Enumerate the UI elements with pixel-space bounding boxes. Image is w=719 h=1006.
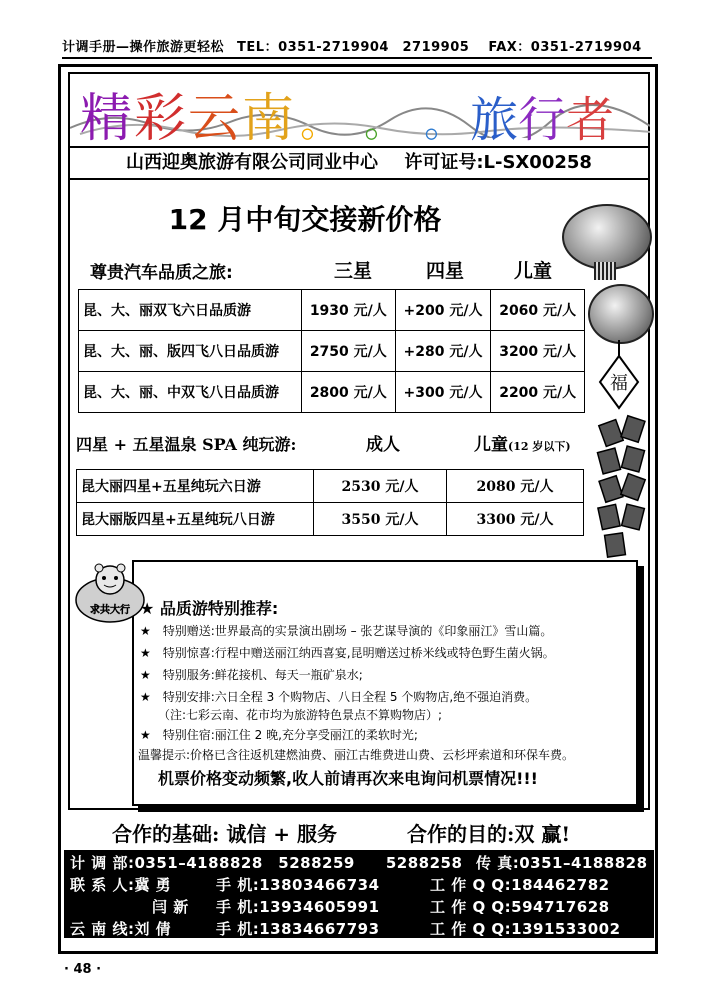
header-tel: TEL：0351-2719904 2719905: [237, 40, 470, 55]
table-row: [79, 372, 585, 413]
lantern-tassel-icon: [594, 262, 616, 280]
contact-line-1: 计 调 部:0351–4188828 5288259 5288258: [70, 854, 463, 872]
col-three-star: 三星: [334, 260, 373, 282]
tour-name: 昆、大、丽双飞六日品质游: [79, 290, 302, 331]
price-cell: 2060 元/人: [491, 290, 585, 331]
recommend-item: ★ 特别赠送:世界最高的实景演出剧场 – 张艺谋导演的《印象丽江》雪山篇。: [140, 624, 553, 638]
motto-right: 合作的目的:双 赢!: [406, 822, 571, 846]
price-table-1: [78, 289, 585, 413]
price-table-2: [76, 469, 584, 536]
table-row: [77, 503, 584, 536]
contact-line-3: 闫 新: [152, 898, 189, 916]
recommend-item: ★ 特别服务:鲜花接机、每天一瓶矿泉水;: [140, 668, 363, 682]
recommend-tip: 温馨提示:价格已含往返机建燃油费、丽江古维费进山费、云杉坪索道和环保车费。: [138, 748, 575, 762]
price-cell: +300 元/人: [395, 372, 491, 413]
recommend-title: ★ 品质游特别推荐:: [140, 599, 279, 618]
price-cell: 3550 元/人: [314, 503, 447, 536]
brand-dots: 。 。 。: [300, 100, 465, 146]
tour-name: 昆大丽版四星+五星纯玩八日游: [77, 503, 314, 536]
price-cell: +280 元/人: [395, 331, 491, 372]
price-cell: 2800 元/人: [302, 372, 396, 413]
contact-block: [64, 850, 654, 938]
lantern-icon: [588, 284, 654, 344]
contact-mobile: 手 机:13834667793: [216, 920, 380, 938]
tour-name: 昆、大、丽、中双飞八日品质游: [79, 372, 302, 413]
table-row: [79, 290, 585, 331]
contact-line-4: 云 南 线:刘 倩: [70, 920, 172, 938]
brand-traveler: 旅行者: [470, 92, 615, 148]
price-cell: 2200 元/人: [491, 372, 585, 413]
price-cell: 3200 元/人: [491, 331, 585, 372]
table-row: [77, 470, 584, 503]
contact-qq: 工 作 Q Q:1391533002: [430, 920, 621, 938]
svg-text:福: 福: [610, 373, 628, 394]
company-line: [68, 146, 650, 180]
price-cell: +200 元/人: [395, 290, 491, 331]
logo-text: 求共大行: [90, 605, 130, 616]
contact-qq: 工 作 Q Q:184462782: [430, 876, 610, 894]
recommend-note: （注:七彩云南、花市均为旅游特色景点不算购物店）;: [158, 708, 443, 722]
company-name: 山西迎奥旅游有限公司同业中心: [126, 152, 379, 173]
top-header: [62, 36, 652, 59]
brand-name: 精彩云南: [80, 89, 297, 149]
tour-name: 昆、大、丽、版四飞八日品质游: [79, 331, 302, 372]
price-cell: 3300 元/人: [447, 503, 584, 536]
recommend-item: ★ 特别住宿:丽江住 2 晚,充分享受丽江的柔软时光;: [140, 728, 418, 742]
header-slogan: 计调手册—操作旅游更轻松: [62, 40, 225, 55]
section2-title: 四星 + 五星温泉 SPA 纯玩游:: [76, 435, 297, 454]
page-number: · 48 ·: [64, 962, 102, 977]
col-adult: 成人: [366, 435, 400, 455]
price-cell: 2530 元/人: [314, 470, 447, 503]
price-cell: 1930 元/人: [302, 290, 396, 331]
firecracker-icon: [594, 414, 650, 564]
headline: 12 月中旬交接新价格: [168, 203, 442, 236]
license-number: 许可证号:L-SX00258: [404, 152, 592, 173]
ticket-notice: 机票价格变动频繁,收人前请再次来电询问机票情况!!!: [158, 769, 538, 788]
fu-charm-icon: [598, 354, 640, 410]
contact-mobile: 手 机:13934605991: [216, 898, 380, 916]
brand-title: [80, 76, 650, 148]
contact-qq: 工 作 Q Q:594717628: [430, 898, 610, 916]
contact-fax: 传 真:0351–4188828: [476, 854, 648, 872]
motto-left: 合作的基础: 诚信 + 服务: [112, 822, 338, 846]
table-row: [79, 331, 585, 372]
price-cell: 2750 元/人: [302, 331, 396, 372]
header-fax: FAX：0351-2719904: [488, 40, 642, 55]
motto: [112, 818, 570, 847]
col-four-star: 四星: [426, 260, 465, 282]
col-child-2: 儿童(12 岁以下): [474, 435, 571, 455]
recommend-item: ★ 特别安排:六日全程 3 个购物店、八日全程 5 个购物店,绝不强迫消费。: [140, 690, 538, 704]
lantern-icon: [562, 204, 652, 270]
contact-mobile: 手 机:13803466734: [216, 876, 380, 894]
col-child: 儿童: [514, 260, 553, 282]
recommend-item: ★ 特别惊喜:行程中赠送丽江纳西喜宴,昆明赠送过桥米线或特色野生菌火锅。: [140, 646, 555, 660]
tour-name: 昆大丽四星+五星纯玩六日游: [77, 470, 314, 503]
contact-line-2: 联 系 人:冀 勇: [70, 876, 172, 894]
tiger-logo-icon: [72, 560, 148, 626]
price-cell: 2080 元/人: [447, 470, 584, 503]
section1-title: 尊贵汽车品质之旅:: [90, 263, 233, 283]
